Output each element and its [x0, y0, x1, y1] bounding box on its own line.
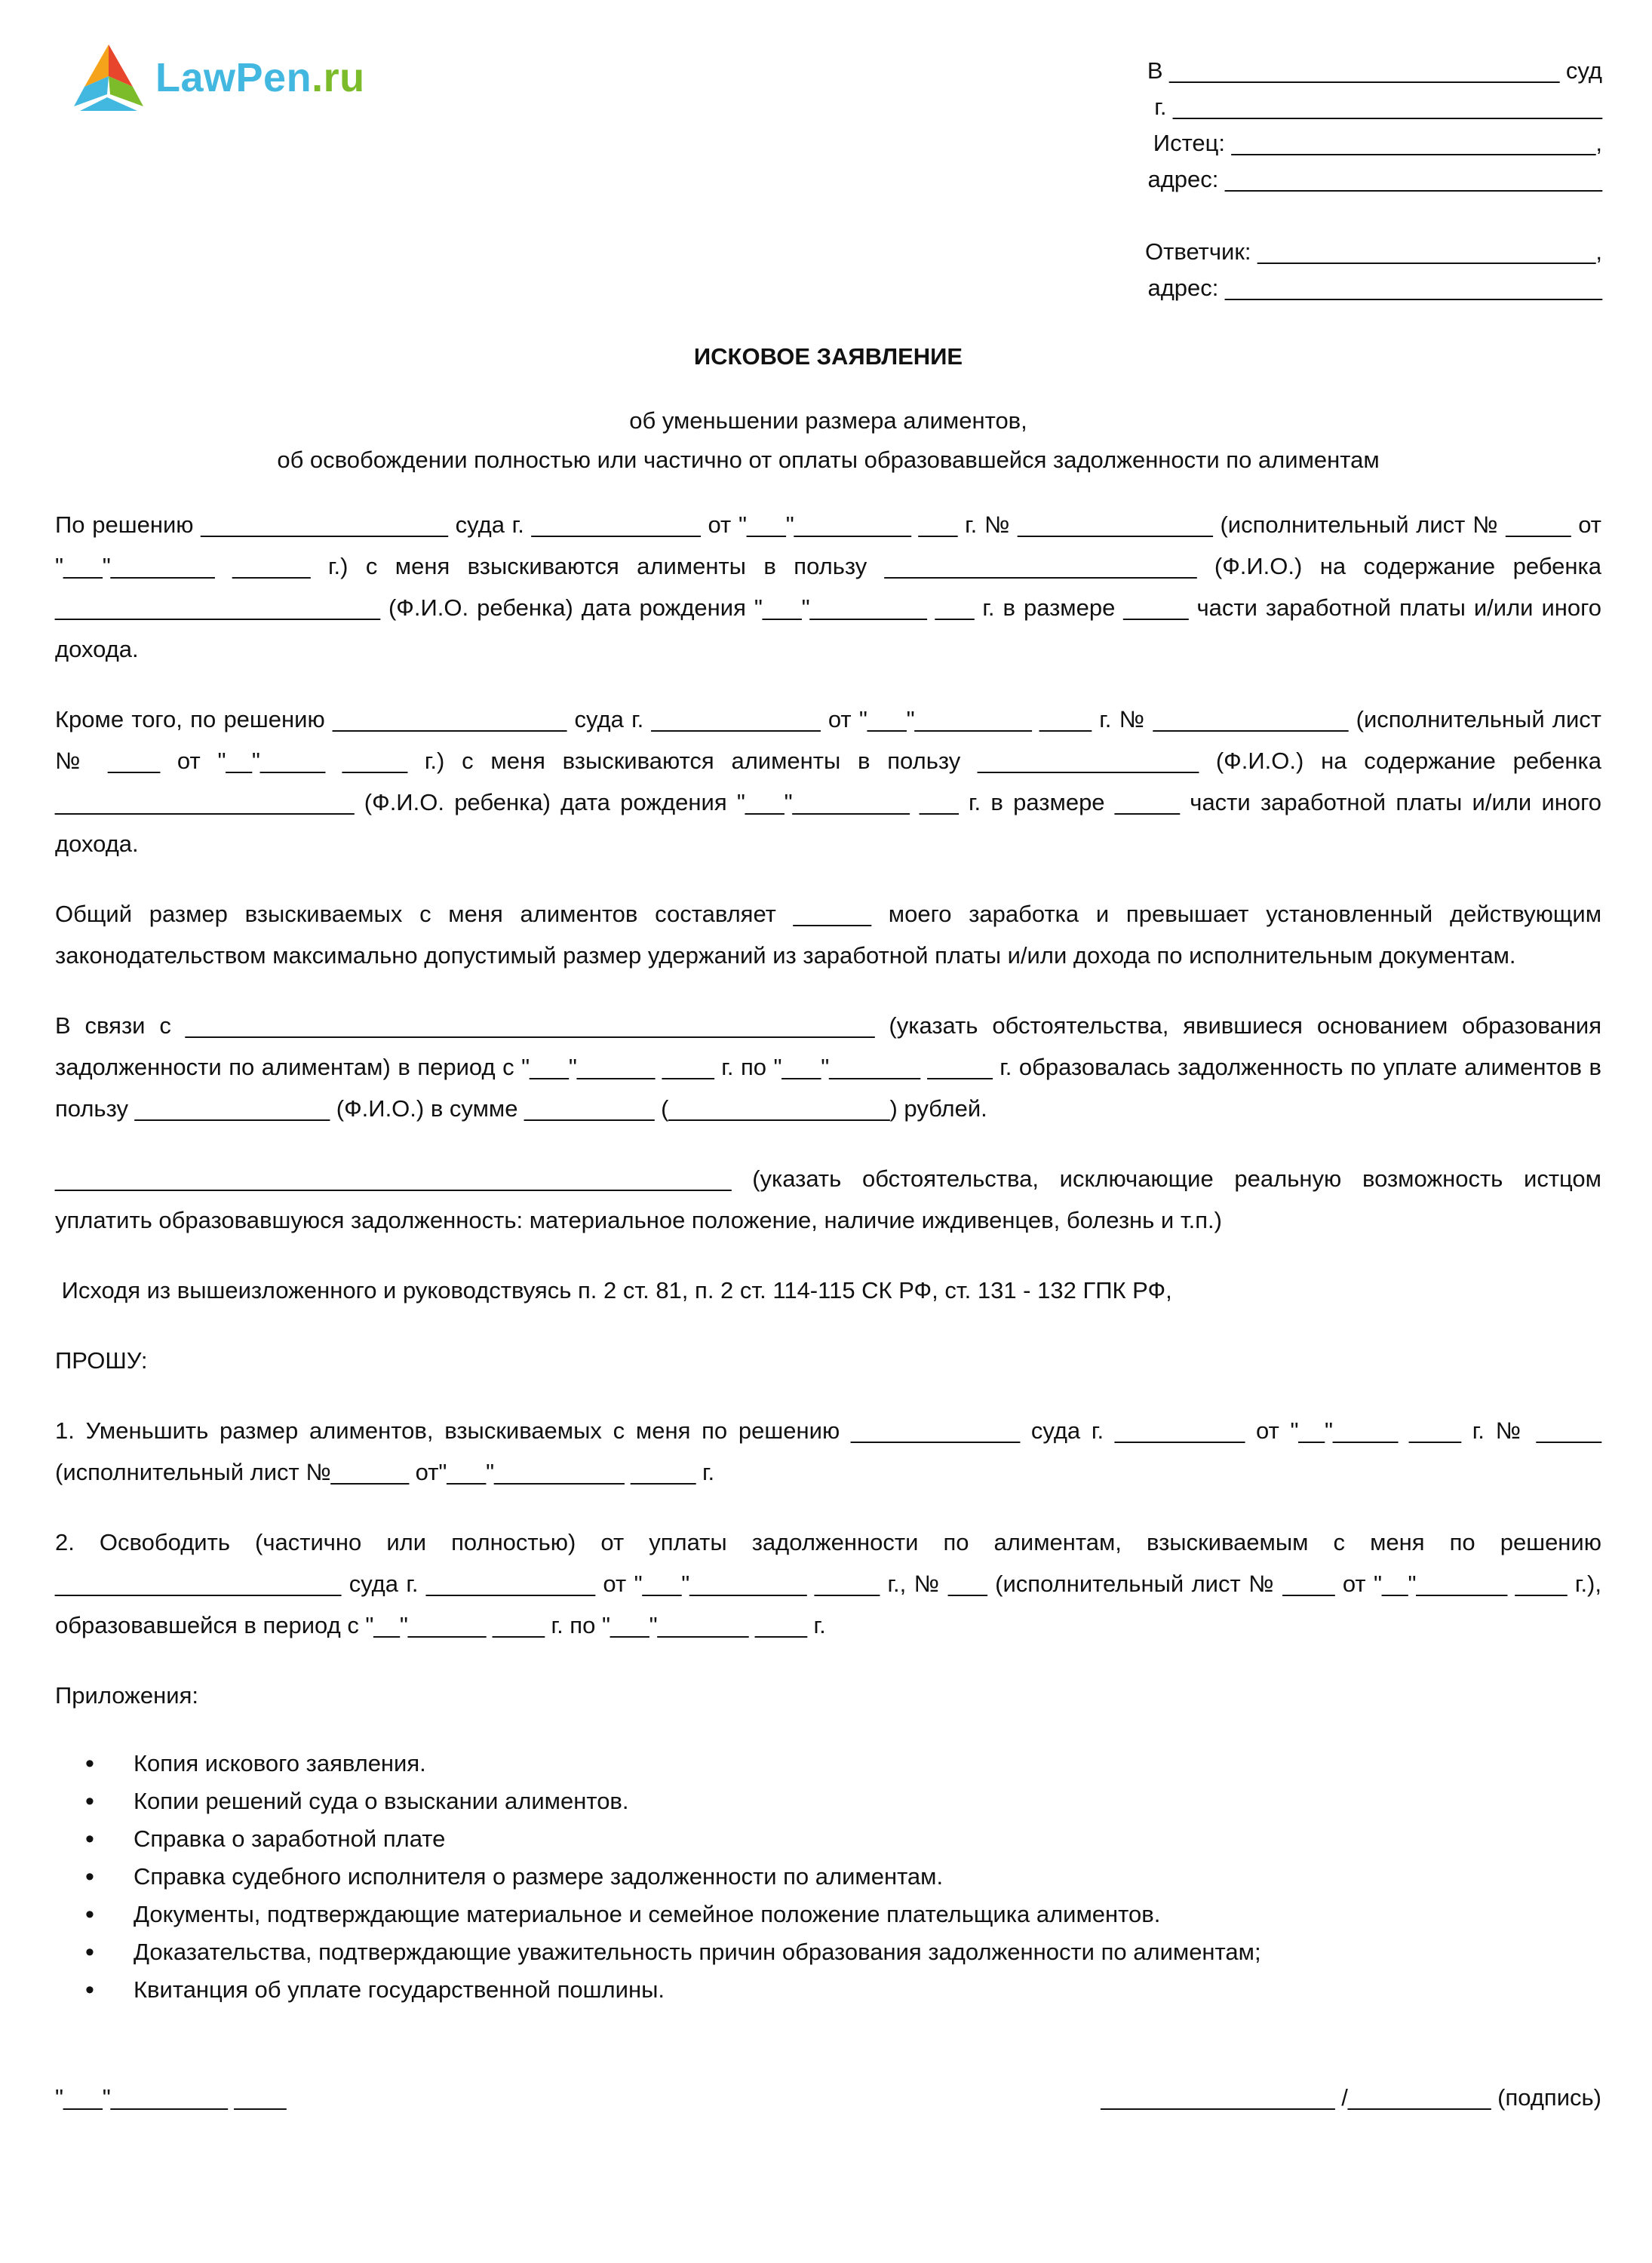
request-heading: ПРОШУ: [55, 1347, 148, 1374]
document-title: ИСКОВОЕ ЗАЯВЛЕНИЕ [693, 343, 963, 370]
lawpen-triangle-icon [69, 41, 148, 114]
attachment-item: • Квитанция об уплате государственной пошлины. [55, 1971, 1601, 2009]
paragraph-6: Исходя из вышеизложенного и руководствуясь п. 2 ст. 81, п. 2 ст. 114-115 СК РФ, ст. 131 - 132 ГПК РФ, [55, 1277, 1172, 1303]
defendant-address: адрес: _____________________________ [1147, 275, 1602, 301]
plaintiff-address: адрес: _____________________________ [1147, 166, 1602, 192]
court-line: В ______________________________ суд [1147, 57, 1602, 84]
addressee-block [1112, 53, 1602, 306]
attachment-item: • Документы, подтверждающие материальное и семейное положение плательщика алиментов. [55, 1896, 1601, 1933]
document-body [55, 336, 1601, 2118]
attachment-item: • Копия искового заявления. [55, 1745, 1601, 1782]
paragraph-4: В связи с _____________________________________________________ (указать обстоятельства, явившиеся основанием образования задолженности по алиментам) в период с "___"______ ____ г. по "___"_______ _____ г. образовалась задолженность по уплате алиментов в пользу _______________ (Ф.И.О.) в сумме __________ (_________________) рублей. [55, 1012, 1601, 1122]
subtitle-line-1: об уменьшении размера алиментов, [629, 407, 1027, 434]
attachments-heading: Приложения: [55, 1682, 198, 1709]
date-field: "___"_________ ____ [55, 2084, 287, 2111]
paragraph-5: ____________________________________________________ (указать обстоятельства, исключающие реальную возможность истцом уплатить образовавшуюся задолженность: материальное положение, наличие иждивенцев, болезнь и т.п.) [55, 1165, 1601, 1233]
defendant-line: Ответчик: __________________________, [1145, 238, 1602, 265]
lawpen-logo [69, 41, 365, 114]
city-line: г. _________________________________ [1154, 94, 1602, 120]
signature-field: __________________ /___________ (подпись) [1101, 2084, 1601, 2111]
subtitle-line-2: об освобождении полностью или частично от оплаты образовавшейся задолженности по алиментам [277, 447, 1380, 473]
request-item-2: 2. Освободить (частично или полностью) от уплаты задолженности по алиментам, взыскиваемым с меня по решению ______________________ суда г. _____________ от "___"_________ _____ г., № ___ (исполнительный лист № ____ от "__"_______ ____ г.), образовавшейся в период с "__"______ ____ г. по "___"_______ ____ г. [55, 1529, 1601, 1638]
attachment-item: • Доказательства, подтверждающие уважительность причин образования задолженности по алиментам; [55, 1933, 1601, 1971]
plaintiff-line: Истец: ____________________________, [1153, 130, 1602, 156]
document-subtitle [55, 401, 1601, 480]
attachments-list [55, 1745, 1601, 2009]
attachment-item: • Справка судебного исполнителя о размере задолженности по алиментам. [55, 1858, 1601, 1896]
attachment-item: • Копии решений суда о взыскании алиментов. [55, 1782, 1601, 1820]
paragraph-3: Общий размер взыскиваемых с меня алиментов составляет ______ моего заработка и превышает установленный действующим законодательством максимально допустимый размер удержаний из заработной платы и/или дохода по исполнительным документам. [55, 901, 1601, 969]
request-item-1: 1. Уменьшить размер алиментов, взыскиваемых с меня по решению _____________ суда г. __________ от "__"_____ ____ г. № _____ (исполнительный лист №______ от"___"__________ _____ г. [55, 1417, 1601, 1485]
logo-wordmark: LawPen.ru [155, 55, 365, 100]
signature-block [55, 2077, 1601, 2118]
paragraph-2: Кроме того, по решению __________________ суда г. _____________ от "___"_________ ____ г. № _______________ (исполнительный лист № ____ от "__"_____ _____ г.) с меня взыскиваются алименты в пользу _________________ (Ф.И.О.) на содержание ребенка _______________________ (Ф.И.О. ребенка) дата рождения "___"_________ ___ г. в размере _____ части заработной платы и/или иного дохода. [55, 706, 1601, 857]
attachment-item: • Справка о заработной плате [55, 1820, 1601, 1858]
paragraph-1: По решению ___________________ суда г. _____________ от "___"_________ ___ г. № _______________ (исполнительный лист № _____ от "___"________ ______ г.) с меня взыскиваются алименты в пользу ________________________ (Ф.И.О.) на содержание ребенка _________________________ (Ф.И.О. ребенка) дата рождения "___"_________ ___ г. в размере _____ части заработной платы и/или иного дохода. [55, 511, 1601, 662]
